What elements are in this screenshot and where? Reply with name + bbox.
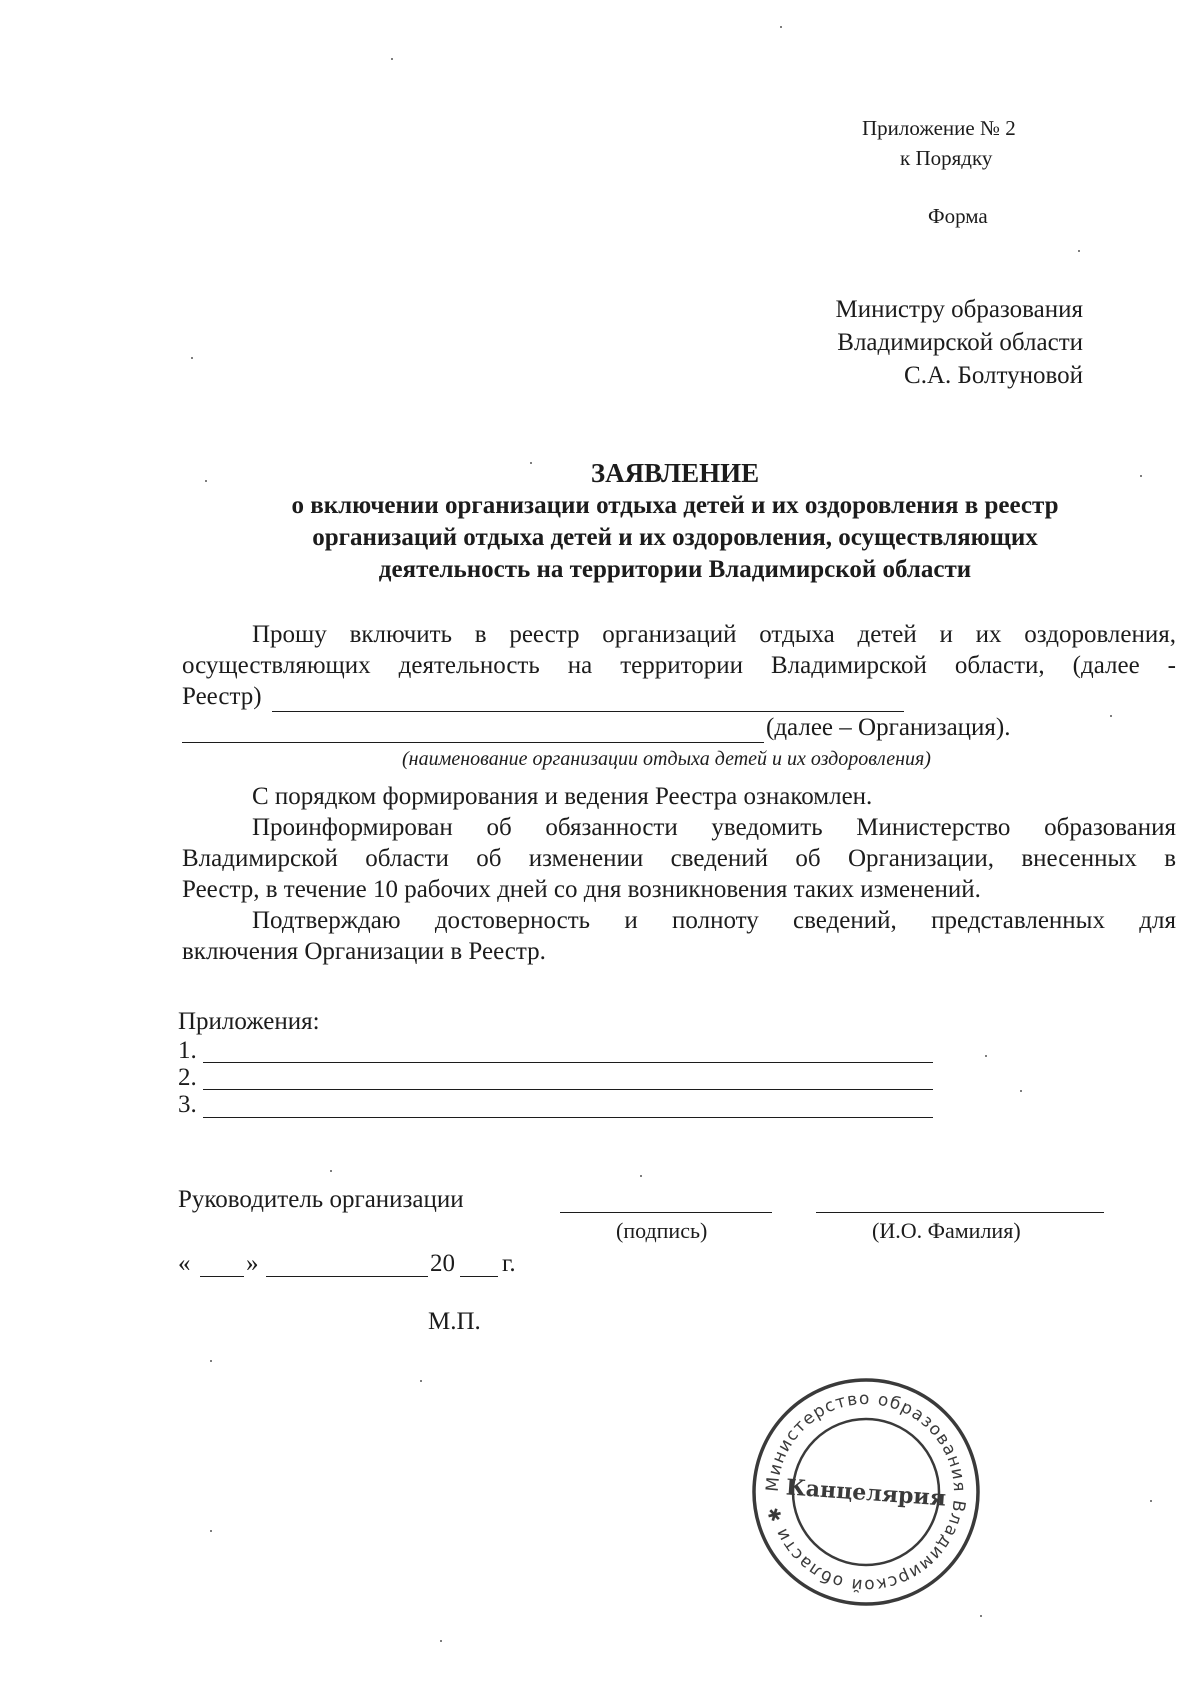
attachments-heading: Приложения: [178,1008,320,1035]
scan-speck [780,26,782,28]
scan-speck [980,1615,982,1617]
appendix-label: Приложение № 2 [862,116,1016,140]
name-caption: (И.О. Фамилия) [872,1218,1021,1243]
body-line: Прошу включить в реестр организаций отдыха детей и их оздоровления, [252,621,1176,648]
scan-speck [391,58,393,60]
office-stamp [746,1372,986,1612]
stamp-center-text: Канцелярия [785,1474,947,1512]
to-order-label: к Порядку [900,146,993,170]
name-line [816,1212,1104,1213]
document-subtitle: о включении организации отдыха детей и их оздоровления в реестр [291,492,1059,519]
scan-speck [191,357,193,359]
addressee-line: С.А. Болтуновой [904,362,1083,389]
signature-caption: (подпись) [616,1218,708,1243]
scan-speck [985,1055,987,1057]
body-line: Подтверждаю достоверность и полноту сведений, представленных для [252,907,1176,934]
date-year-suffix: г. [502,1250,516,1277]
date-day-line [200,1276,244,1277]
body-line: (далее – Организация). [766,714,1011,741]
date-year-line [460,1276,498,1277]
body-line: Владимирской области об изменении сведений об Организации, внесенных в [182,845,1176,872]
date-quote-open: « [178,1250,191,1277]
date-month-line [266,1276,428,1277]
scan-speck [530,462,532,464]
document-title: ЗАЯВЛЕНИЕ [590,458,760,488]
date-year-prefix: 20 [430,1250,455,1277]
stamp-ring-text: Министерство образования Владимирской области ✱ [762,1388,970,1596]
attachment-line [203,1117,933,1118]
body-line: включения Организации в Реестр. [182,938,546,965]
scan-speck [440,1640,442,1642]
scan-speck [420,1380,422,1382]
attachment-number: 2. [178,1064,197,1091]
document-subtitle: организаций отдыха детей и их оздоровления, осуществляющих [312,524,1038,551]
scan-speck [205,480,207,482]
body-line: Реестр) [182,683,262,710]
attachment-number: 1. [178,1037,197,1064]
body-line: Проинформирован об обязанности уведомить Министерство образования [252,814,1176,841]
attachment-line [203,1089,933,1090]
organization-name-line-2 [182,742,764,743]
addressee-line: Министру образования [835,296,1083,323]
head-of-organization-label: Руководитель организации [178,1186,464,1213]
scan-speck [210,1360,212,1362]
form-label: Форма [928,204,988,228]
scan-speck [330,1170,332,1172]
scan-speck [1140,475,1142,477]
body-line: С порядком формирования и ведения Реестра ознакомлен. [252,783,873,810]
attachment-number: 3. [178,1091,197,1118]
scan-speck [1078,250,1080,252]
signature-line [560,1212,772,1213]
document-subtitle: деятельность на территории Владимирской области [378,556,972,583]
body-line: осуществляющих деятельность на территории Владимирской области, (далее - [182,652,1176,679]
addressee-line: Владимирской области [837,329,1083,356]
seal-place-label: М.П. [428,1308,481,1335]
scan-speck [1110,715,1112,717]
body-line: Реестр, в течение 10 рабочих дней со дня возникновения таких изменений. [182,876,981,903]
addressee-block [836,293,1084,392]
scan-speck [1020,1090,1022,1092]
scan-speck [640,1175,642,1177]
scan-speck [210,1530,212,1532]
field-caption: (наименование организации отдыха детей и их оздоровления) [402,748,931,770]
date-quote-close: » [246,1250,259,1277]
scan-speck [1150,1500,1152,1502]
attachment-line [203,1062,933,1063]
